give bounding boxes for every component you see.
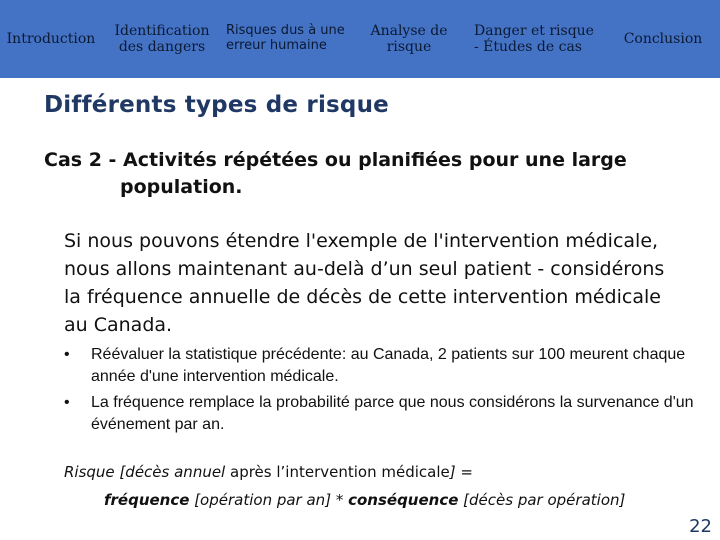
page-number: 22 [689, 516, 712, 537]
tab-identification-des-dangers[interactable] [104, 0, 220, 78]
formula-consequence: conséquence [348, 491, 459, 509]
formula-apres: après l’intervention médicale [225, 463, 450, 481]
bullet-item [64, 392, 714, 436]
slide-title: Différents types de risque [44, 92, 389, 118]
case-heading-line1: Cas 2 - Activités répétées ou planifiées pour une large [44, 149, 627, 171]
tab-risques-erreur-humaine[interactable] [226, 0, 356, 78]
tab-risques-label: Risques dus à une erreur humaine [226, 23, 345, 53]
formula-operation-par-an: [opération par an] [189, 491, 332, 509]
bullet-icon: • [64, 394, 70, 411]
bullet-icon: • [64, 346, 70, 363]
formula-deces-annuel: [décès annuel [119, 463, 226, 481]
intro-paragraph: Si nous pouvons étendre l'exemple de l'intervention médicale, nous allons maintenant au-delà d’un seul patient - considérons la fréquence annuelle de décès de cette intervention médicale au Canada. [64, 230, 665, 336]
formula-bracket-close: ] [449, 463, 456, 481]
tab-conclusion[interactable] [610, 0, 716, 78]
tab-identification-label: Identification des dangers [114, 22, 210, 55]
tab-conclusion-label: Conclusion [623, 30, 703, 47]
tab-introduction[interactable] [4, 0, 98, 78]
formula-frequence: fréquence [104, 491, 190, 509]
bullet-item [64, 344, 714, 388]
tab-danger-label: Danger et risque - Études de cas [474, 22, 594, 55]
formula-deces-par-operation: [décès par opération] [458, 491, 626, 509]
formula-equals: = [455, 463, 473, 481]
formula-risque: Risque [64, 463, 115, 481]
case-heading-line2: population. [120, 176, 243, 198]
bullet-text: Réévaluer la statistique précédente: au Canada, 2 patients sur 100 meurent chaque année d'une intervention médicale. [91, 346, 686, 385]
bullet-list [64, 344, 714, 440]
bullet-text: La fréquence remplace la probabilité parce que nous considérons la survenance d'un événement par an. [91, 394, 694, 433]
tab-introduction-label: Introduction [6, 30, 96, 47]
tab-analyse-de-risque[interactable] [362, 0, 456, 78]
formula-line2 [64, 486, 704, 514]
tab-analyse-label: Analyse de risque [370, 22, 448, 55]
formula-times: * [331, 491, 349, 509]
risk-formula [64, 458, 704, 514]
tab-danger-et-risque[interactable] [474, 0, 604, 78]
case-heading [44, 147, 684, 201]
top-navigation-bar [0, 0, 720, 78]
